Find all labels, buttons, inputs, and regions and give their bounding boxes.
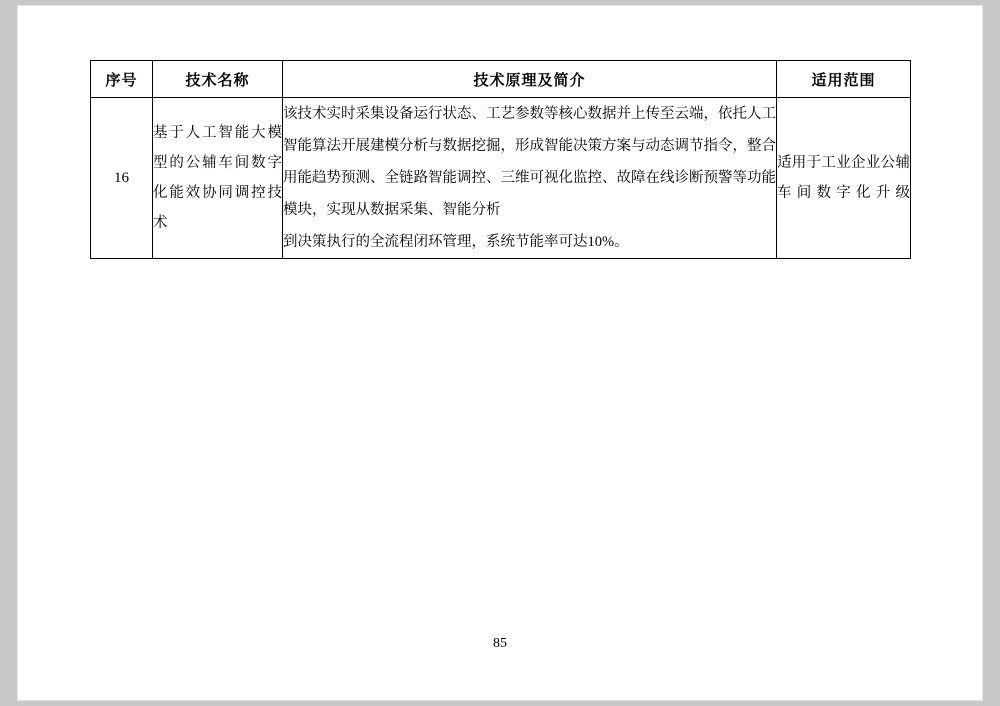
table-row bbox=[91, 98, 911, 259]
table-header-row bbox=[91, 61, 911, 98]
page-content bbox=[90, 60, 910, 259]
column-header-no: 序号 bbox=[91, 61, 153, 98]
description-paragraph-1: 该技术实时采集设备运行状态、工艺参数等核心数据并上传至云端，依托人工智能算法开展建模分析与数据挖掘，形成智能决策方案与动态调节指令，整合用能趋势预测、全链路智能调控、三维可视化监控、故障在线诊断预警等功能模块，实现从数据采集、智能分析 bbox=[283, 106, 776, 218]
column-header-name: 技术名称 bbox=[153, 61, 283, 98]
table-body bbox=[91, 98, 911, 259]
cell-description bbox=[283, 98, 777, 259]
page-number: 85 bbox=[493, 636, 507, 651]
cell-scope: 适用于工业企业公辅车间数字化升级 bbox=[777, 98, 911, 259]
table-header bbox=[91, 61, 911, 98]
technology-table bbox=[90, 60, 911, 259]
cell-no: 16 bbox=[91, 98, 153, 259]
description-paragraph-2: 到决策执行的全流程闭环管理，系统节能率可达10%。 bbox=[283, 234, 629, 250]
cell-technology-name: 基于人工智能大模型的公辅车间数字化能效协同调控技术 bbox=[153, 98, 283, 259]
document-page bbox=[18, 6, 982, 700]
column-header-description: 技术原理及简介 bbox=[283, 61, 777, 98]
column-header-scope: 适用范围 bbox=[777, 61, 911, 98]
